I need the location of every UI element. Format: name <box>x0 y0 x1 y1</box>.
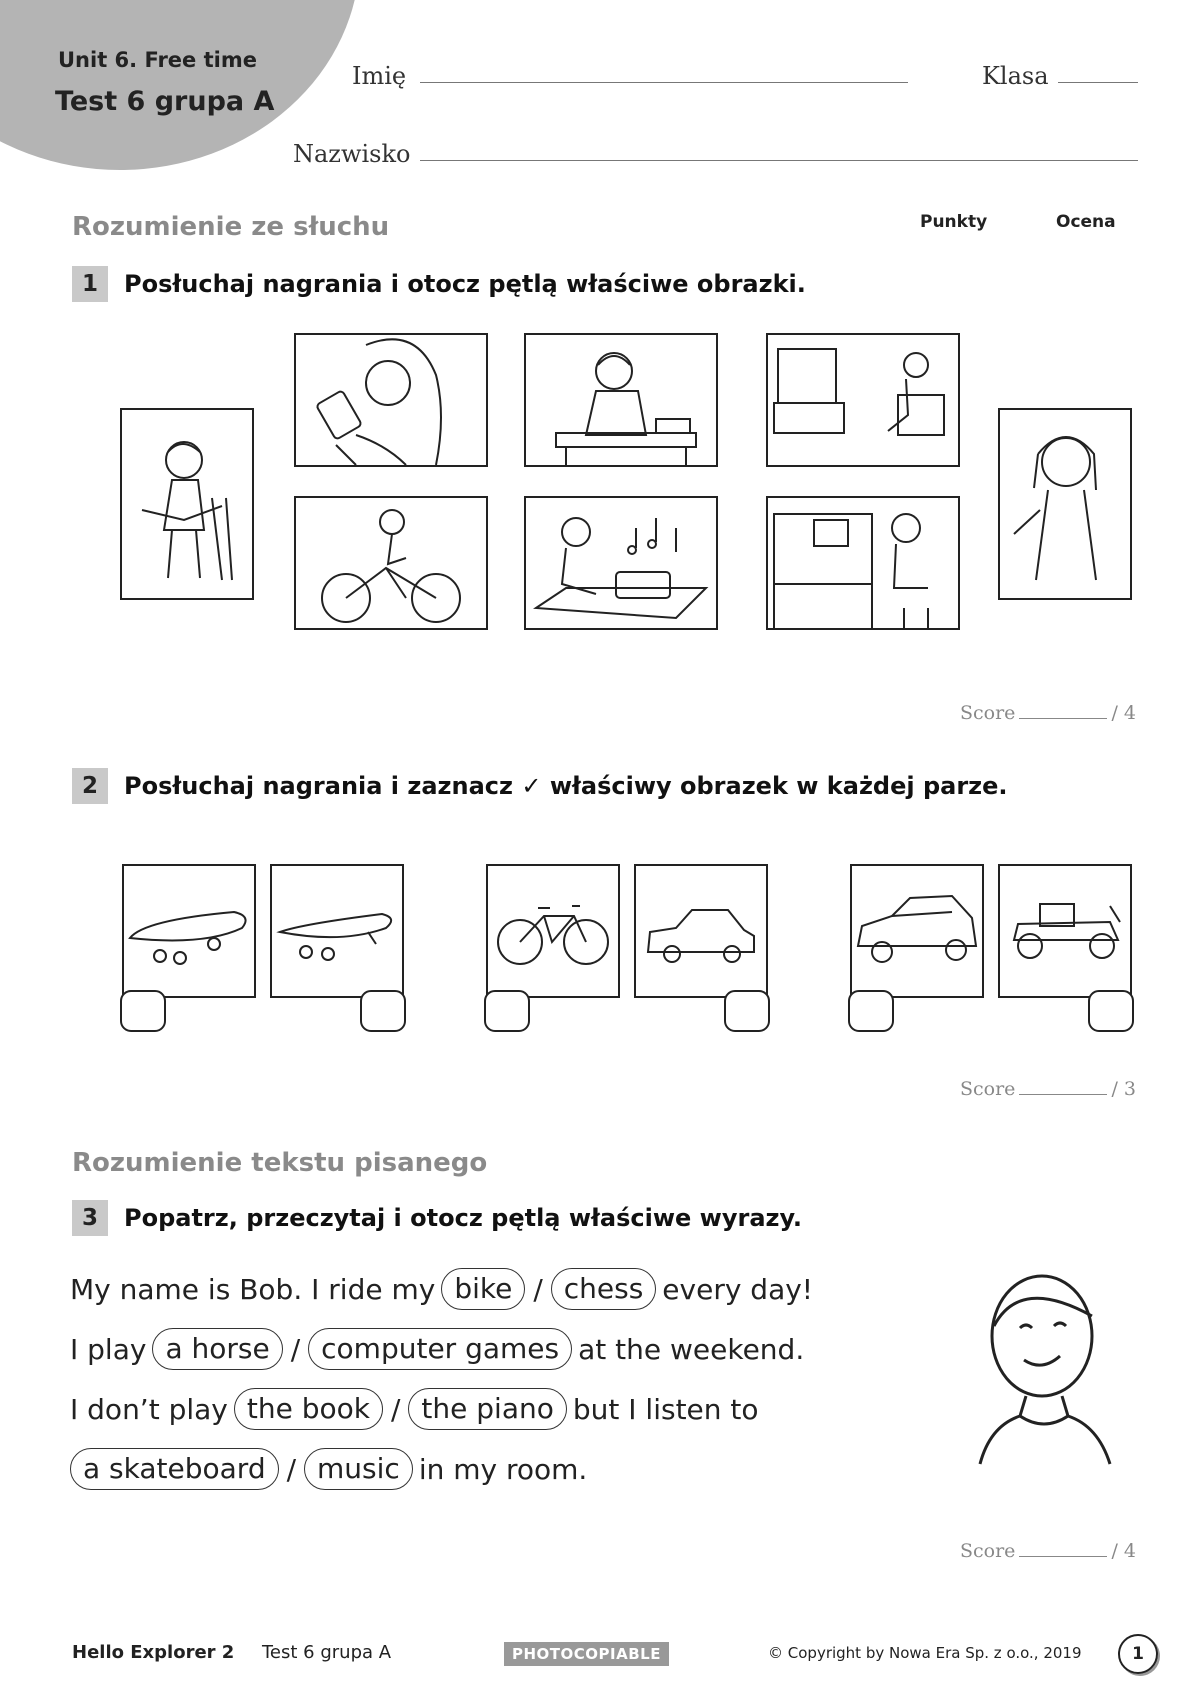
line3-sep: / <box>390 1392 401 1426</box>
unit-title: Unit 6. Free time <box>58 48 257 72</box>
bob-illustration <box>970 1256 1120 1466</box>
option-a-skateboard[interactable]: a skateboard <box>70 1448 279 1490</box>
picture-boy-playing-piano[interactable] <box>766 496 960 630</box>
line1-post: every day! <box>662 1272 814 1306</box>
task1-number: 1 <box>72 266 108 302</box>
footer-copyright: © Copyright by Nowa Era Sp. z o.o., 2019 <box>768 1644 1082 1662</box>
line2-sep: / <box>290 1332 301 1366</box>
task3-score-field[interactable] <box>1019 1542 1107 1557</box>
task3-number: 3 <box>72 1200 108 1236</box>
checkbox-old-car[interactable] <box>1088 990 1134 1032</box>
surname-label: Nazwisko <box>293 140 411 168</box>
option-music[interactable]: music <box>304 1448 413 1490</box>
checkbox-skateboard-1[interactable] <box>120 990 166 1032</box>
picture-boy-watching-tv[interactable] <box>766 333 960 467</box>
task2-score-field[interactable] <box>1019 1080 1107 1095</box>
task2-score-max: / 3 <box>1111 1078 1136 1100</box>
task1-score-field[interactable] <box>1019 704 1107 719</box>
surname-field[interactable] <box>420 160 1138 161</box>
task3-score <box>960 1540 1136 1562</box>
task1-score <box>960 702 1136 724</box>
picture-old-car[interactable] <box>998 864 1132 998</box>
test-title: Test 6 grupa A <box>55 86 275 117</box>
line4-post: in my room. <box>418 1452 588 1486</box>
page-number: 1 <box>1118 1634 1158 1674</box>
line3-pre: I don’t play <box>70 1392 228 1426</box>
picture-boy-writing[interactable] <box>524 333 718 467</box>
checkbox-sports-car[interactable] <box>848 990 894 1032</box>
line4-sep: / <box>286 1452 297 1486</box>
task2-score <box>960 1078 1136 1100</box>
task3-score-label: Score <box>960 1540 1016 1562</box>
checkbox-skateboard-2[interactable] <box>360 990 406 1032</box>
task2-score-label: Score <box>960 1078 1016 1100</box>
line3-post: but I listen to <box>572 1392 759 1426</box>
option-computer-games[interactable]: computer games <box>308 1328 572 1370</box>
photocopiable-badge: PHOTOCOPIABLE <box>504 1642 669 1666</box>
text-line-4 <box>70 1448 587 1490</box>
line1-pre: My name is Bob. I ride my <box>70 1272 436 1306</box>
footer-book: Hello Explorer 2 <box>72 1642 235 1663</box>
text-line-2 <box>70 1328 804 1370</box>
task1-instruction: Posłuchaj nagrania i otocz pętlą właściwe obrazki. <box>124 270 806 298</box>
picture-girl-on-phone[interactable] <box>998 408 1132 600</box>
checkbox-bike[interactable] <box>484 990 530 1032</box>
option-bike[interactable]: bike <box>441 1268 525 1310</box>
picture-boy-riding-bike[interactable] <box>294 496 488 630</box>
grade-label: Ocena <box>1056 212 1116 232</box>
class-label: Klasa <box>982 62 1049 90</box>
task2-number: 2 <box>72 768 108 804</box>
name-label: Imię <box>352 62 407 90</box>
footer-test: Test 6 grupa A <box>262 1642 392 1663</box>
line2-pre: I play <box>70 1332 147 1366</box>
task3-instruction: Popatrz, przeczytaj i otocz pętlą właściwe wyrazy. <box>124 1204 803 1232</box>
picture-boy-reading[interactable] <box>120 408 254 600</box>
option-a-horse[interactable]: a horse <box>152 1328 282 1370</box>
task1-score-max: / 4 <box>1111 702 1136 724</box>
picture-skateboard-2[interactable] <box>270 864 404 998</box>
line1-sep: / <box>533 1272 543 1306</box>
name-field[interactable] <box>420 82 908 83</box>
option-the-book[interactable]: the book <box>234 1388 383 1430</box>
option-the-piano[interactable]: the piano <box>408 1388 566 1430</box>
listening-section-title: Rozumienie ze słuchu <box>72 212 390 242</box>
text-line-3 <box>70 1388 759 1430</box>
class-field[interactable] <box>1058 82 1138 83</box>
reading-section-title: Rozumienie tekstu pisanego <box>72 1148 488 1178</box>
line2-post: at the weekend. <box>578 1332 805 1366</box>
picture-girl-phone[interactable] <box>294 333 488 467</box>
task2-instruction: Posłuchaj nagrania i zaznacz ✓ właściwy obrazek w każdej parze. <box>124 772 1008 800</box>
points-label: Punkty <box>920 212 988 232</box>
option-chess[interactable]: chess <box>551 1268 657 1310</box>
picture-boy-listening-music[interactable] <box>524 496 718 630</box>
picture-skateboard-1[interactable] <box>122 864 256 998</box>
task3-score-max: / 4 <box>1111 1540 1136 1562</box>
checkbox-car[interactable] <box>724 990 770 1032</box>
text-line-1 <box>70 1268 813 1310</box>
picture-sports-car[interactable] <box>850 864 984 998</box>
picture-bike[interactable] <box>486 864 620 998</box>
task1-score-label: Score <box>960 702 1016 724</box>
picture-car[interactable] <box>634 864 768 998</box>
